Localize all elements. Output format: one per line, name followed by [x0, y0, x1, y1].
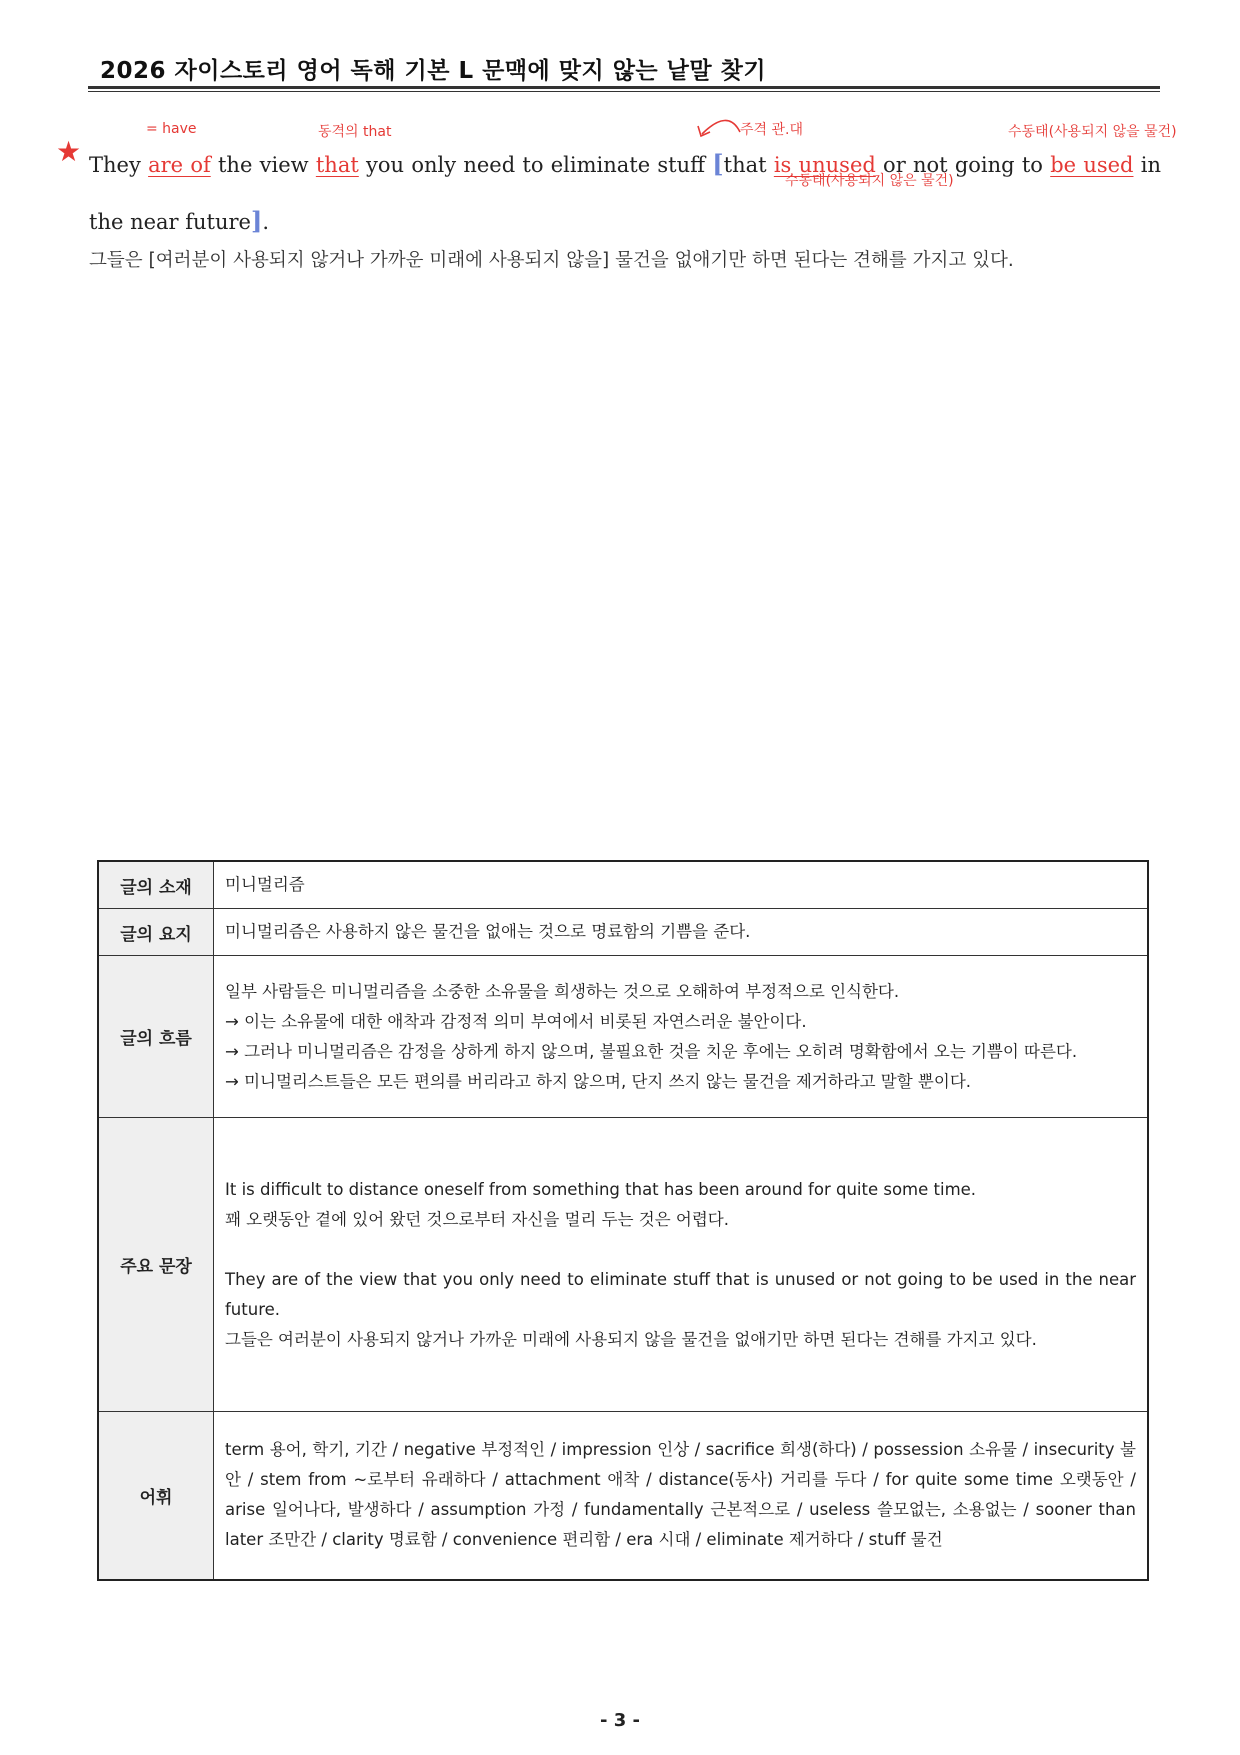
annotation-have: = have: [146, 121, 197, 137]
annotation-relative-pronoun: 주격 관.대: [740, 122, 803, 138]
sentence-part: .: [262, 210, 270, 234]
value-gist: 미니멀리즘은 사용하지 않은 물건을 없애는 것으로 명료함의 기쁨을 준다.: [214, 909, 1149, 956]
star-icon: ★: [56, 135, 82, 168]
sentence-part: They: [89, 153, 149, 177]
sentence-part: that: [723, 153, 774, 177]
key-sentence-en: They are of the view that you only need to eliminate stuff that is unused or not going to be used in the near future.: [225, 1269, 1136, 1319]
sentence-part: you only need to eliminate stuff: [358, 153, 713, 177]
header-rule-thick: [88, 86, 1160, 89]
row-topic: [98, 861, 1148, 909]
value-topic: 미니멀리즘: [214, 861, 1149, 909]
label-flow: 글의 흐름: [98, 956, 214, 1118]
label-gist: 글의 요지: [98, 909, 214, 956]
sentence-translation: 그들은 [여러분이 사용되지 않거나 가까운 미래에 사용되지 않을] 물건을 없애기만 하면 된다는 견해를 가지고 있다.: [89, 250, 1014, 271]
flow-line: → 그러나 미니멀리즘은 감정을 상하게 하지 않으며, 불필요한 것을 치운 후에는 오히려 명확함에서 오는 기쁨이 따른다.: [225, 1041, 1078, 1061]
page-number: - 3 -: [600, 1710, 640, 1731]
value-key-sentences: [214, 1118, 1149, 1412]
label-key-sentences: 주요 문장: [98, 1118, 214, 1412]
underlined-is-unused: is unused: [773, 153, 876, 177]
header-rule-thin: [88, 91, 1160, 92]
sentence-part: in the near future: [89, 153, 1161, 234]
value-vocabulary: term 용어, 학기, 기간 / negative 부정적인 / impression 인상 / sacrifice 희생(하다) / possession 소유물 / insecurity 불안 / stem from ~로부터 유래하다 / attachment 애착 / distance(동사) 거리를 두다 / for quite some time 오랫동안 / arise 일어나다, 발생하다 / assumption 가정 / fundamentally 근본적으로 / useless 쓸모없는, 소용없는 / sooner than later 조만간 / clarity 명료함 / convenience 편리함 / era 시대 / eliminate 제거하다 / stuff 물건: [214, 1412, 1149, 1580]
key-sentence-ko: 그들은 여러분이 사용되지 않거나 가까운 미래에 사용되지 않을 물건을 없애기만 하면 된다는 견해를 가지고 있다.: [225, 1329, 1037, 1349]
underlined-are-of: are of: [148, 153, 211, 177]
annotation-passive-unused: 수동태(사용되지 않은 물건): [785, 173, 954, 189]
row-vocabulary: [98, 1412, 1148, 1580]
value-flow: [214, 956, 1149, 1118]
open-bracket: [: [712, 149, 724, 178]
row-gist: [98, 909, 1148, 956]
flow-line: 일부 사람들은 미니멀리즘을 소중한 소유물을 희생하는 것으로 오해하여 부정적으로 인식한다.: [225, 981, 900, 1001]
flow-line: → 이는 소유물에 대한 애착과 감정적 의미 부여에서 비롯된 자연스러운 불안이다.: [225, 1011, 807, 1031]
label-vocabulary: 어휘: [98, 1412, 214, 1580]
key-sentence-ko: 꽤 오랫동안 곁에 있어 왔던 것으로부터 자신을 멀리 두는 것은 어렵다.: [225, 1209, 729, 1229]
key-sentence-en: It is difficult to distance oneself from something that has been around for quite some time.: [225, 1179, 977, 1199]
sentence-part: or not going to: [875, 153, 1051, 177]
page-title: 2026 자이스토리 영어 독해 기본 L 문맥에 맞지 않는 낱말 찾기: [100, 58, 767, 84]
close-bracket: ]: [250, 206, 263, 235]
underlined-be-used: be used: [1050, 153, 1134, 177]
annotation-appositive-that: 동격의 that: [318, 124, 392, 140]
summary-table: [97, 860, 1149, 1581]
sentence-part: the view: [210, 153, 316, 177]
underlined-that: that: [315, 153, 359, 177]
annotation-passive-future: 수동태(사용되지 않을 물건): [1008, 124, 1177, 140]
label-topic: 글의 소재: [98, 861, 214, 909]
row-flow: [98, 956, 1148, 1118]
row-key-sentences: [98, 1118, 1148, 1412]
key-sentence: [89, 136, 1161, 250]
flow-line: → 미니멀리스트들은 모든 편의를 버리라고 하지 않으며, 단지 쓰지 않는 물건을 제거하라고 말할 뿐이다.: [225, 1071, 971, 1091]
